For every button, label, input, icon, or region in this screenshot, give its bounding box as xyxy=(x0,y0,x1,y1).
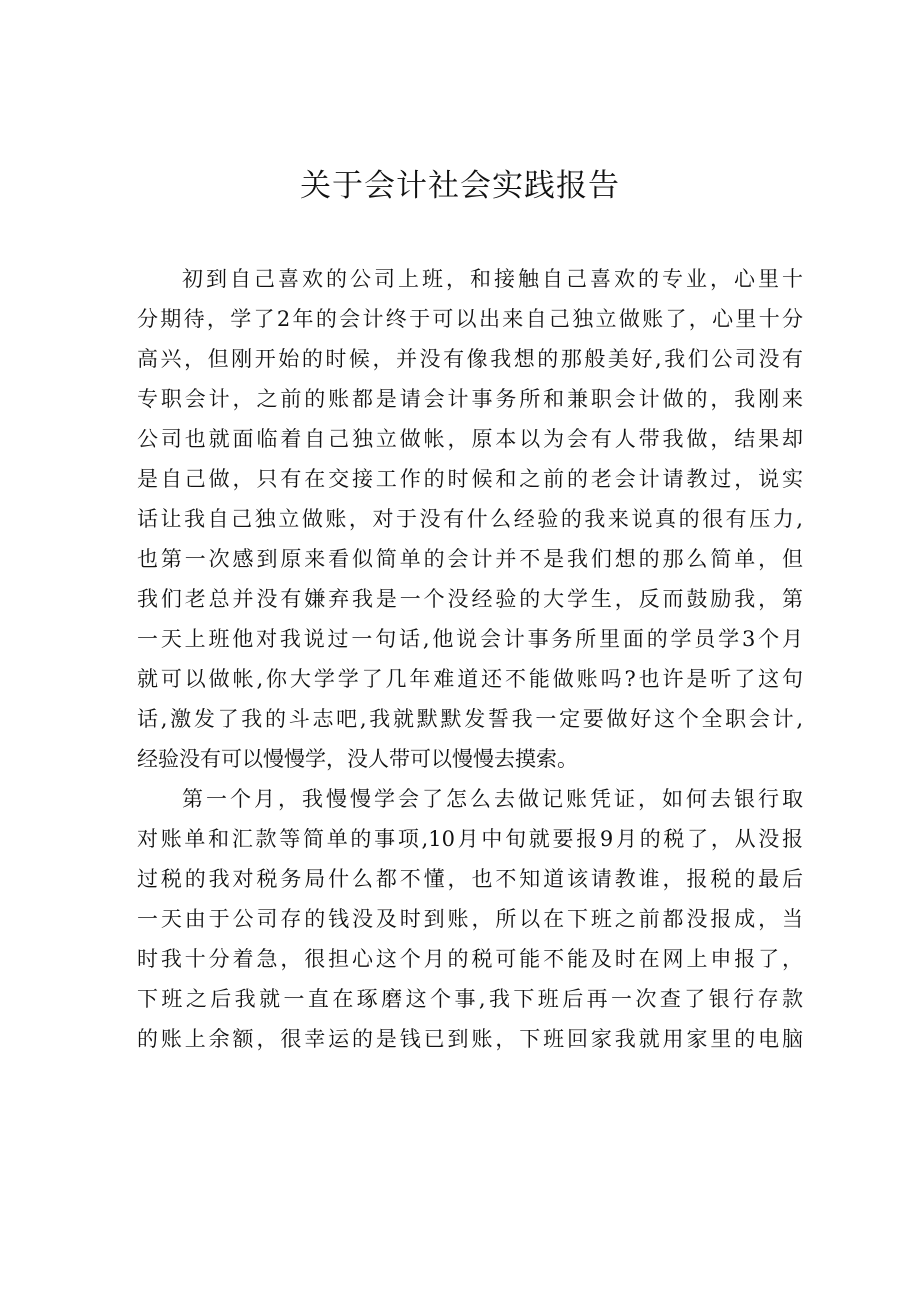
paragraph-line: 也第一次感到原来看似简单的会计并不是我们想的那么简单，但 xyxy=(137,547,803,571)
paragraph-line: 对账单和汇款等简单的事项,10月中旬就要报9月的税了，从没报 xyxy=(137,827,803,851)
paragraph-line: 高兴，但刚开始的时候，并没有像我想的那般美好,我们公司没有 xyxy=(137,347,803,371)
paragraph-line: 的账上余额，很幸运的是钱已到账，下班回家我就用家里的电脑 xyxy=(137,1027,803,1051)
paragraph-line: 就可以做帐,你大学学了几年难道还不能做账吗?也许是听了这句 xyxy=(137,667,803,691)
paragraph-line: 第一个月，我慢慢学会了怎么去做记账凭证，如何去银行取 xyxy=(182,787,803,811)
paragraph-line: 是自己做，只有在交接工作的时候和之前的老会计请教过，说实 xyxy=(137,467,803,491)
document-title: 关于会计社会实践报告 xyxy=(300,168,620,204)
paragraph-line: 时我十分着急，很担心这个月的税可能不能及时在网上申报了， xyxy=(137,947,803,971)
paragraph-line: 公司也就面临着自己独立做帐，原本以为会有人带我做，结果却 xyxy=(137,427,803,451)
paragraph-line: 下班之后我就一直在琢磨这个事,我下班后再一次查了银行存款 xyxy=(137,987,803,1011)
paragraph-2 xyxy=(137,779,803,1059)
paragraph-line: 经验没有可以慢慢学，没人带可以慢慢去摸索。 xyxy=(137,747,578,771)
paragraph-line: 话,激发了我的斗志吧,我就默默发誓我一定要做好这个全职会计, xyxy=(137,707,803,731)
paragraph-line: 专职会计，之前的账都是请会计事务所和兼职会计做的，我刚来 xyxy=(137,387,803,411)
paragraph-1 xyxy=(137,259,803,779)
paragraph-line: 过税的我对税务局什么都不懂，也不知道该请教谁，报税的最后 xyxy=(137,867,803,891)
paragraph-line: 初到自己喜欢的公司上班，和接触自己喜欢的专业，心里十 xyxy=(182,267,803,291)
paragraph-line: 一天上班他对我说过一句话,他说会计事务所里面的学员学3个月 xyxy=(137,627,803,651)
paragraph-line: 话让我自己独立做账，对于没有什么经验的我来说真的很有压力, xyxy=(137,507,803,531)
document-body xyxy=(137,259,803,1059)
paragraph-line: 一天由于公司存的钱没及时到账，所以在下班之前都没报成，当 xyxy=(137,907,803,931)
paragraph-line: 分期待，学了2年的会计终于可以出来自己独立做账了，心里十分 xyxy=(137,307,803,331)
paragraph-line: 我们老总并没有嫌弃我是一个没经验的大学生，反而鼓励我，第 xyxy=(137,587,803,611)
